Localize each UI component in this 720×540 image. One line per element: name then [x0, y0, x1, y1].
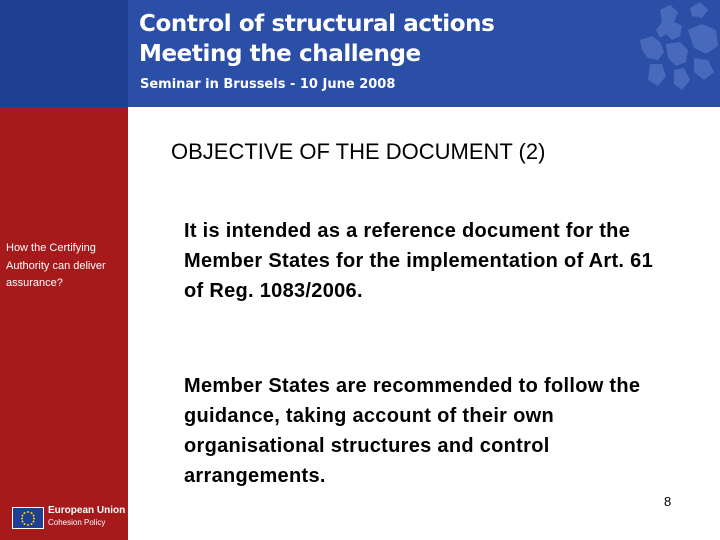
eu-flag-icon: [12, 507, 44, 529]
paragraph-recommendation: Member States are recommended to follow the guidance, taking account of their own organisational structures and control arrangements.: [184, 375, 641, 487]
title-line-2: Meeting the challenge: [139, 41, 421, 67]
left-sidebar: [0, 107, 128, 540]
title-line-1: Control of structural actions: [139, 11, 495, 37]
eu-logo-name: European Union: [48, 505, 126, 516]
slide-heading: OBJECTIVE OF THE DOCUMENT (2): [171, 139, 546, 164]
paragraph-reference: It is intended as a reference document for the Member States for the implementation of Art. 61 of Reg. 1083/2006.: [184, 220, 653, 302]
eu-logo-policy: Cohesion Policy: [48, 518, 106, 527]
page-number: 8: [664, 494, 672, 509]
seminar-subtitle: Seminar in Brussels - 10 June 2008: [140, 77, 396, 92]
eu-logo: [8, 503, 126, 533]
europe-map-icon: [630, 0, 720, 100]
header-left-block: [0, 0, 128, 107]
header-banner: [0, 0, 720, 107]
sidebar-question: How the Certifying Authority can deliver assurance?: [6, 242, 106, 289]
